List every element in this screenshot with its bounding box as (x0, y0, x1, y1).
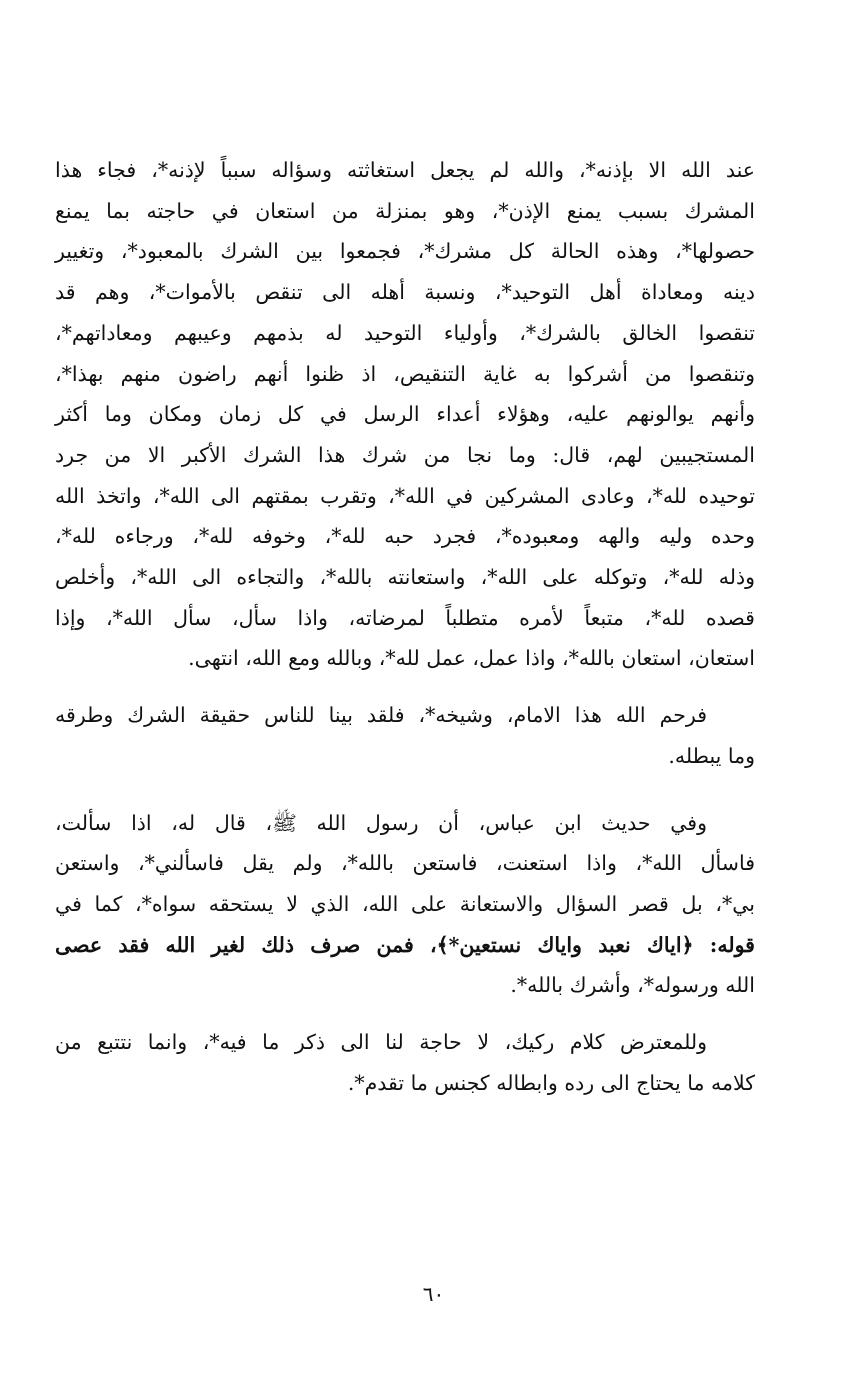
text-line: المشرك بسبب يمنع الإذن*، وهو بمنزلة من استعان في حاجته بما يمنع (55, 198, 755, 223)
text-line: المستجيبين لهم، قال: وما نجا من شرك هذا الشرك الأكبر الا من جرد (55, 442, 755, 467)
text-line: قوله: ﴿اياك نعبد واياك نستعين*﴾، فمن صرف ذلك لغير الله فقد عصى (55, 932, 755, 957)
text-line: وللمعترض كلام ركيك، لا حاجة لنا الى ذكر ما فيه*، وانما نتتبع من (55, 1030, 707, 1055)
text-line: دينه ومعاداة أهل التوحيد*، ونسبة أهله الى تنقص بالأموات*، وهم قد (55, 280, 755, 305)
text-line: قصده لله*، متبعاً لأمره متطلباً لمرضاته، واذا سأل، سأل الله*، وإذا (55, 605, 755, 630)
text-line: وحده وليه والهه ومعبوده*، فجرد حبه لله*، وخوفه لله*، ورجاءه لله*، (55, 524, 755, 549)
text-line: وفي حديث ابن عباس، أن رسول الله ﷺ، قال له، اذا سألت، (55, 810, 707, 835)
text-line: وتنقصوا من أشركوا به غاية التنقيص، اذ ظنوا أنهم راضون منهم بهذا*، (55, 361, 755, 386)
text-line: وما يبطله. (668, 743, 755, 768)
paragraph-4 (55, 1022, 755, 1103)
text-line: وأنهم يوالونهم عليه، وهؤلاء أعداء الرسل في كل زمان ومكان وما أكثر (55, 402, 755, 427)
text-line: عند الله الا بإذنه*، والله لم يجعل استغاثته وسؤاله سبباً لإذنه*، فجاء هذا (55, 158, 755, 182)
text-line: كلامه ما يحتاج الى رده وابطاله كجنس ما تقدم*. (347, 1070, 755, 1095)
paragraph-2 (55, 695, 755, 776)
text-line: توحيده لله*، وعادى المشركين في الله*، وتقرب بمقتهم الى الله*، واتخذ الله (55, 483, 755, 508)
paragraph-3 (55, 803, 755, 1007)
page-number: ٦٠ (422, 1282, 445, 1306)
text-line: فاسأل الله*، واذا استعنت، فاستعن بالله*، ولم يقل فاسألني*، واستعن (55, 851, 755, 876)
text-line: الله ورسوله*، وأشرك بالله*. (510, 973, 755, 998)
paragraph-1 (55, 150, 755, 679)
text-line: استعان، استعان بالله*، واذا عمل، عمل لله*، وبالله ومع الله، انتهى. (188, 646, 755, 671)
text-line: فرحم الله هذا الامام، وشيخه*، فلقد بينا للناس حقيقة الشرك وطرقه (55, 703, 707, 728)
page-body (55, 150, 755, 1103)
text-line: وذله لله*، وتوكله على الله*، واستعانته بالله*، والتجاءه الى الله*، وأخلص (55, 565, 755, 590)
text-line: حصولها*، وهذه الحالة كل مشرك*، فجمعوا بين الشرك بالمعبود*، وتغيير (55, 239, 755, 264)
text-line: تنقصوا الخالق بالشرك*، وأولياء التوحيد له بذمهم وعيبهم ومعاداتهم*، (55, 320, 755, 345)
text-line: بي*، بل قصر السؤال والاستعانة على الله، الذي لا يستحقه سواه*، كما في (55, 891, 755, 916)
